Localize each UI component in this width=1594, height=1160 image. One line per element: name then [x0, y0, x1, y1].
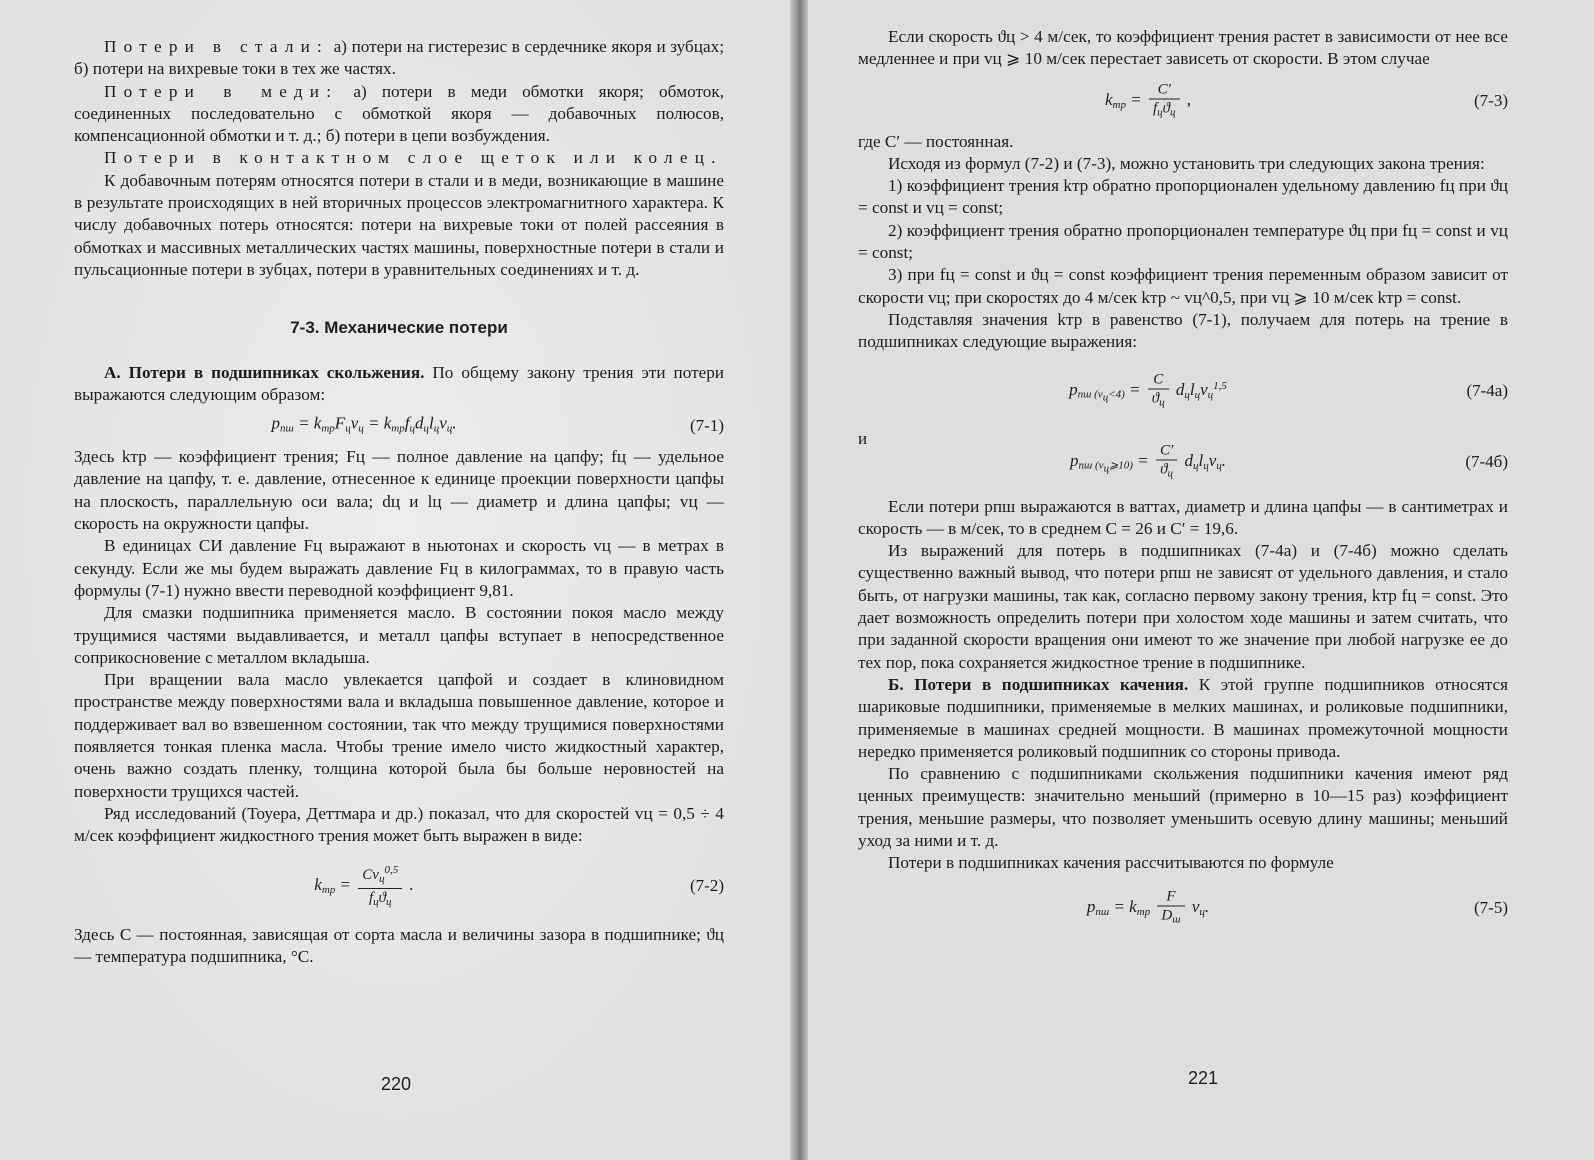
paragraph: Потери в подшипниках качения рассчитываются по формуле [888, 853, 1334, 873]
formula-expression: $p_{пш} = k_{тр}F_цv_ц = k_{тр}f_цd_цl_цv_ц$. [271, 413, 457, 435]
paragraph: Из выражений для потерь в подшипниках (7-4а) и (7-4б) можно сделать существенно важный вывод, что потери pпш не зависят от удельного давления, и стало быть, от нагрузки машины, так как, согласно первому закону трения, kтр fц = const. Это дает возможность определить потери при холостом ходе машины и затем считать, что при заданной скорости вращения они имеют то же значение при любой нагрузке ее до тех пор, пока сохраняется жидкостное трение в подшипнике. [858, 541, 1508, 672]
paragraph: Если потери pпш выражаются в ваттах, диаметр и длина цапфы — в сантиметрах и скорость — в м/сек, то в среднем C = 26 и C′ = 19,6. [858, 496, 1508, 538]
paragraph: Здесь C — постоянная, зависящая от сорта масла и величины зазора в подшипнике; ϑц — температура подшипника, °C. [74, 924, 724, 966]
left-page [0, 0, 790, 1160]
subsection-heading: Б. Потери в подшипниках качения. [888, 674, 1189, 694]
paragraph: Ряд исследований (Тоуера, Деттмара и др.) показал, что для скоростей vц = 0,5 ÷ 4 м/сек коэффициент жидкостного трения может быть выражен в виде: [74, 803, 724, 846]
formula-number: (7-1) [690, 416, 724, 436]
formula-expression: $p_{пш} = k_{тр}$ $\frac{F}{D_ш}$ $v_ц$. [1086, 888, 1210, 926]
formula-expression: $k_{тр}$ = $\frac{C'}{f_цϑ_ц}$ , [1104, 81, 1192, 119]
paragraph: При вращении вала масло увлекается цапфой и создает в клиновидном пространстве между поверхностями вала и вкладыша повышенное давление, которое и поддерживает вал во взвешенном состоянии, так что между трущимися поверхностями появляется тонкая пленка масла. Чтобы трение имело чисто жидкостный характер, очень важно создать пленку, толщина которой была бы больше неровностей на поверхности трущихся частей. [74, 670, 724, 801]
formula-number: (7-3) [1474, 90, 1508, 110]
conjunction: и [858, 428, 868, 448]
formula-expression: $p_{пш (vц<4)}$ = $\frac{C}{ϑ_ц}$ $d_цl_цv_ц^{1,5}$ [1069, 371, 1227, 409]
formula-7-4b [858, 428, 1508, 496]
formula-expression: $p_{пш (vц⩾10)}$ = $\frac{C'}{ϑ_ц}$ $d_цl_цv_ц$. [1069, 442, 1227, 480]
subsection-heading: А. Потери в подшипниках скольжения. [104, 362, 425, 382]
formula-number: (7-4б) [1465, 451, 1508, 471]
right-page [808, 0, 1594, 1160]
paragraph: Потери в контактном слое щеток или колец. [104, 148, 723, 168]
paragraph: К добавочным потерям относятся потери в стали и в меди, возникающие в машине в результате происходящих в ней вторичных процессов электромагнитного характера. К числу добавочных потерь относятся: потери на вихревые токи от полей рассеяния в обмотках и массивных металлических частях машины, поверхностные потери в стали и пульсационные потери в зубцах, потери в уравнительных соединениях и т. д. [74, 170, 724, 279]
page-number: 220 [381, 1074, 412, 1094]
formula-7-2 [74, 848, 724, 924]
paragraph: Если скорость ϑц > 4 м/сек, то коэффициент трения растет в зависимости от нее все медленнее и при vц ⩾ 10 м/сек перестает зависеть от скорости. В этом случае [858, 27, 1508, 69]
paragraph: где C′ — постоянная. [858, 131, 1014, 151]
paragraph: По сравнению с подшипниками скольжения подшипники качения имеют ряд ценных преимуществ: значительно меньший (примерно в 10—15 раз) коэффициент трения, меньшие размеры, что позволяет уменьшить осевую длину машины; меньший уход за ними и т. д. [858, 764, 1508, 851]
left-text-column [74, 36, 724, 968]
page-number: 221 [1188, 1068, 1219, 1088]
list-item: 1) коэффициент трения kтр обратно пропорционален удельному давлению fц при ϑц = const и vц = const; [858, 176, 1508, 218]
formula-number: (7-2) [690, 875, 724, 895]
paragraph: Потери в стали: а) потери на гистерезис в сердечнике якоря и зубцах; б) потери на вихревые токи в тех же частях. [74, 37, 724, 79]
formula-7-1 [74, 406, 724, 446]
section-title: 7-3. Механические потери [290, 318, 508, 338]
formula-7-4a [858, 354, 1508, 428]
formula-number: (7-5) [1474, 897, 1508, 917]
paragraph: Подставляя значения kтр в равенство (7-1), получаем для потерь на трение в подшипниках следующие выражения: [858, 309, 1508, 352]
formula-7-5 [858, 875, 1508, 941]
formula-7-3 [858, 71, 1508, 131]
book-gutter [790, 0, 808, 1160]
paragraph: Для смазки подшипника применяется масло. В состоянии покоя масло между трущимися частями выдавливается, и металл цапфы вступает в непосредственное соприкосновение с металлом вкладыша. [74, 603, 724, 667]
formula-number: (7-4а) [1466, 380, 1508, 400]
list-item: 2) коэффициент трения обратно пропорционален температуре ϑц при fц = const и vц = const; [858, 220, 1508, 263]
list-item: 3) при fц = const и ϑц = const коэффициент трения переменным образом зависит от скорости vц; при скоростях до 4 м/сек kтр ~ vц^0,5, при vц ⩾ 10 м/сек kтр = const. [858, 265, 1508, 307]
paragraph: Б. Потери в подшипниках качения. К этой группе подшипников относятся шариковые подшипники, применяемые в мелких машинах, и роликовые подшипники, применяемые в машинах средней мощности. В машинах промежуточной мощности нередко применяется роликовый подшипник со стороны привода. [858, 674, 1508, 761]
paragraph: А. Потери в подшипниках скольжения. По общему закону трения эти потери выражаются следующим образом: [74, 362, 724, 404]
formula-expression: $k_{тр}$ = $\frac{Cv_ц^{0,5}}{f_цϑ_ц}$ . [74, 861, 654, 911]
right-text-column [858, 26, 1508, 941]
paragraph: Исходя из формул (7-2) и (7-3), можно установить три следующих закона трения: [888, 153, 1485, 173]
paragraph: Здесь kтр — коэффициент трения; Fц — полное давление на цапфу; fц — удельное давление на цапфу, т. е. давление, отнесенное к единице проекции поверхности цапфы на плоскость, параллельную оси вала; dц и lц — диаметр и длина цапфы; vц — скорость на окружности цапфы. [74, 447, 724, 534]
paragraph: В единицах СИ давление Fц выражают в ньютонах и скорость vц — в метрах в секунду. Если же мы будем выражать давление Fц в килограммах, то в правую часть формулы (7-1) нужно ввести переводной коэффициент 9,81. [74, 536, 724, 600]
paragraph: Потери в меди: а) потери в меди обмотки якоря; обмоток, соединенных последовательно с обмоткой якоря — добавочных полюсов, компенсационной обмотки и т. д.; б) потери в цепи возбуждения. [74, 81, 724, 146]
